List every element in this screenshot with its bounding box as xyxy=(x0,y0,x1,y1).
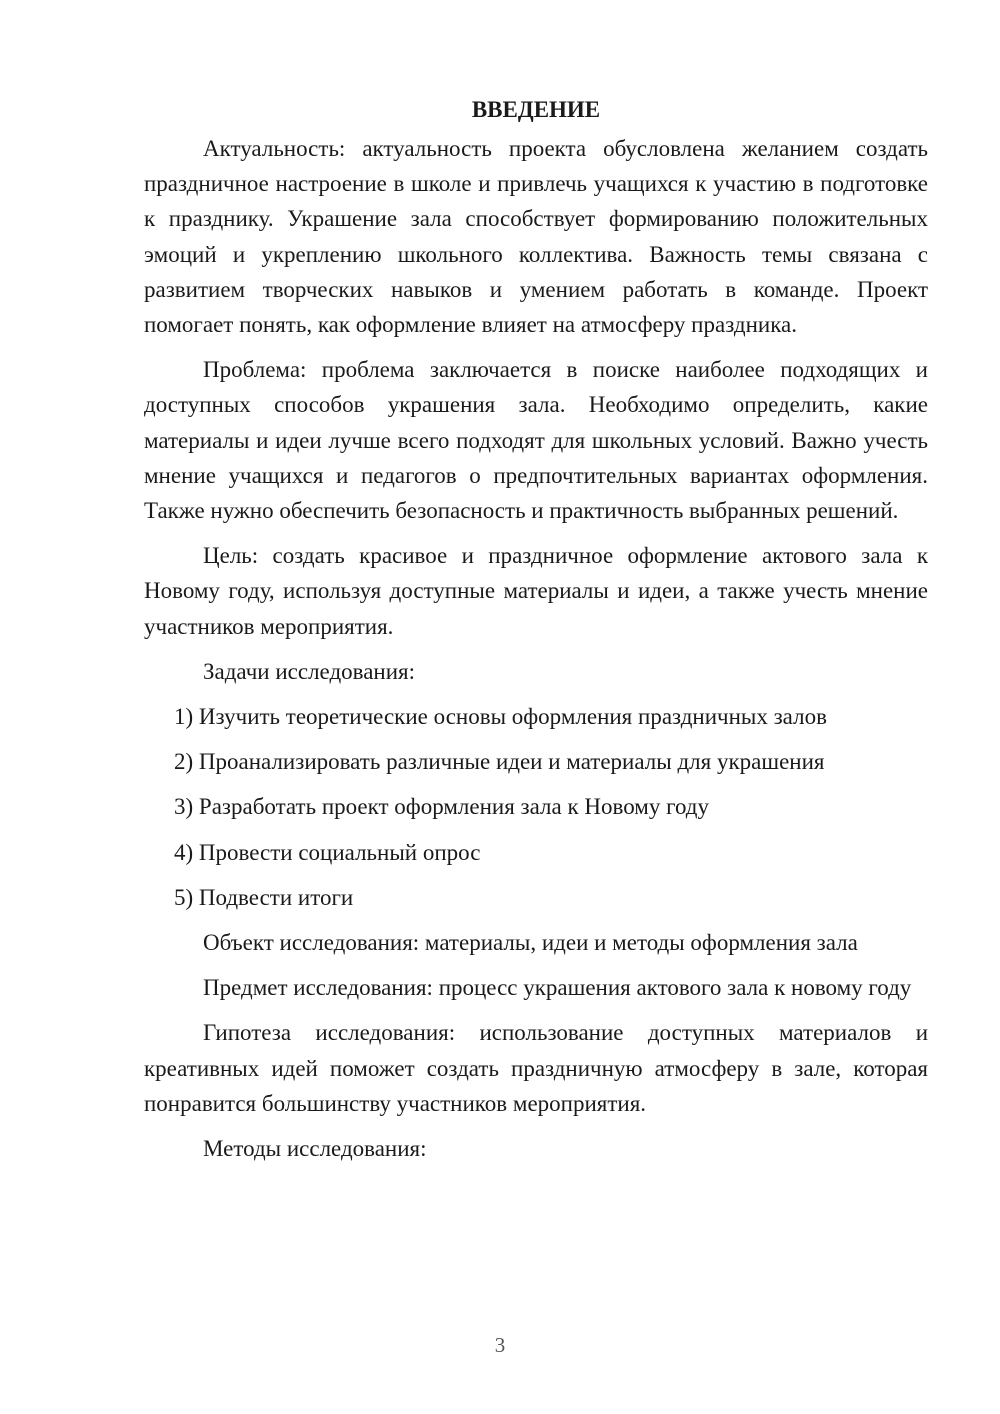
subject-paragraph: Предмет исследования: процесс украшения актового зала к новому году xyxy=(203,975,912,1001)
object-paragraph: Объект исследования: материалы, идеи и методы оформления зала xyxy=(203,930,858,956)
problem-paragraph: Проблема: проблема заключается в поиске наиболее подходящих и доступных способов украшения зала. Необходимо определить, какие материалы и идеи лучше всего подходят для школьных условий. Важно учесть мнение учащихся и педагогов о предпочтительных вариантах оформления. Также нужно обеспечить безопасность и практичность выбранных решений. xyxy=(144,357,928,524)
task-item-5: 5) Подвести итоги xyxy=(174,884,354,910)
goal-paragraph: Цель: создать красивое и праздничное оформление актового зала к Новому году, используя доступные материалы и идеи, а также учесть мнение участников мероприятия. xyxy=(144,543,928,639)
section-heading: ВВЕДЕНИЕ xyxy=(471,97,601,122)
task-item-3: 3) Разработать проект оформления зала к Новому году xyxy=(174,794,709,820)
relevance-paragraph: Актуальность: актуальность проекта обусловлена желанием создать праздничное настроение в школе и привлечь учащихся к участию в подготовке к празднику. Украшение зала способствует формированию положительных эмоций и укреплению школьного коллектива. Важность темы связана с развитием творческих навыков и умением работать в команде. Проект помогает понять, как оформление влияет на атмосферу праздника. xyxy=(144,136,928,338)
task-item-4: 4) Провести социальный опрос xyxy=(174,839,481,865)
task-item-1: 1) Изучить теоретические основы оформления праздничных залов xyxy=(174,704,827,730)
page-number: 3 xyxy=(494,1333,506,1357)
hypothesis-paragraph: Гипотеза исследования: использование доступных материалов и креативных идей поможет создать праздничную атмосферу в зале, которая понравится большинству участников мероприятия. xyxy=(144,1020,928,1116)
tasks-title: Задачи исследования: xyxy=(203,658,416,684)
page-body xyxy=(144,92,928,1176)
methods-title: Методы исследования: xyxy=(203,1136,427,1162)
task-item-2: 2) Проанализировать различные идеи и материалы для украшения xyxy=(174,749,825,775)
tasks-list xyxy=(144,699,928,915)
